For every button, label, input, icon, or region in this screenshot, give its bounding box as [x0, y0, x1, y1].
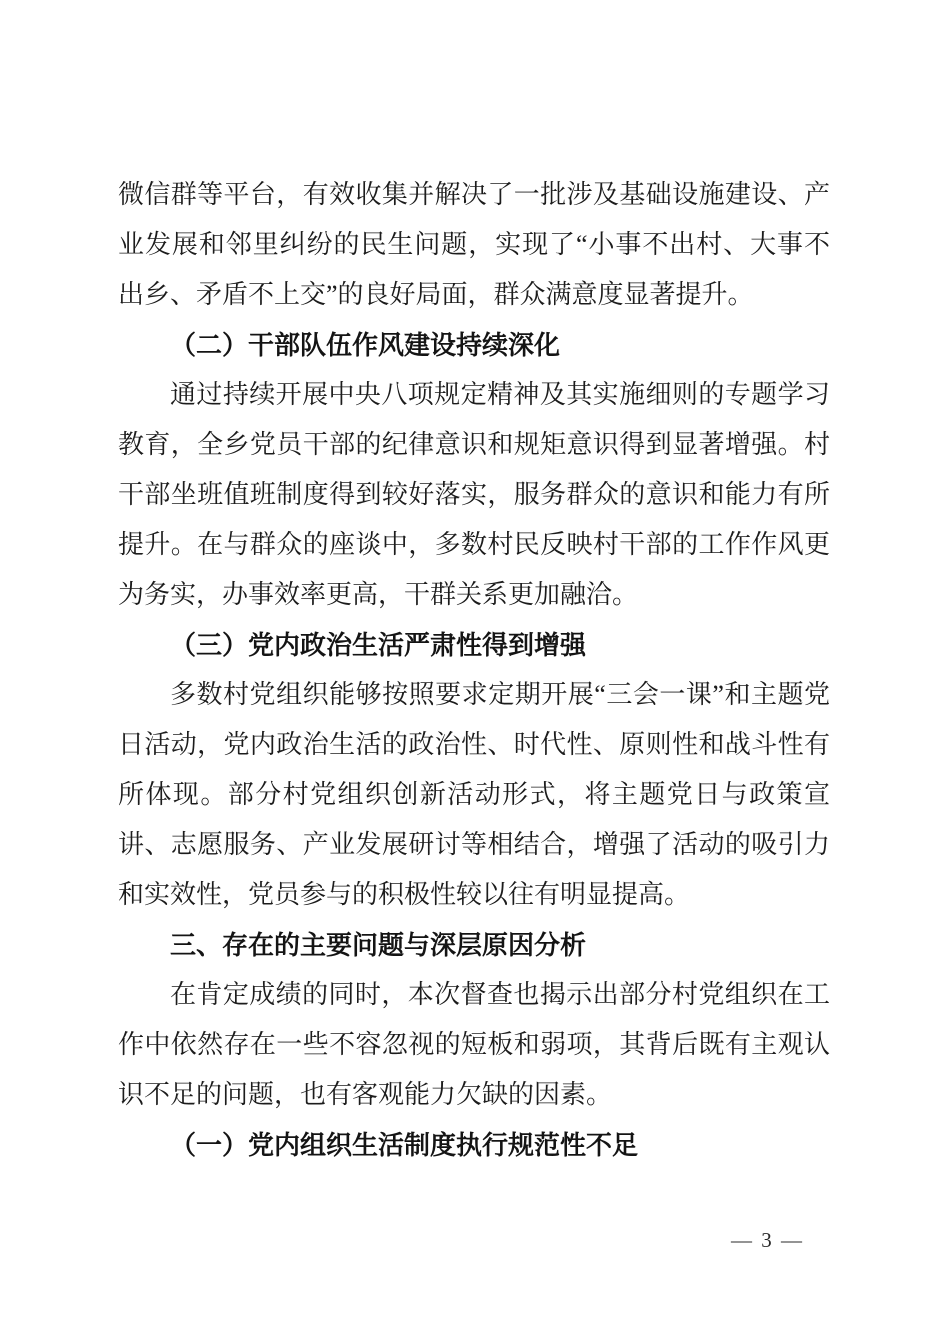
- paragraph: 在肯定成绩的同时，本次督查也揭示出部分村党组织在工作中依然存在一些不容忽视的短板和弱项，其背后既有主观认识不足的问题，也有客观能力欠缺的因素。: [118, 980, 830, 1109]
- paragraph-continued: 微信群等平台，有效收集并解决了一批涉及基础设施建设、产业发展和邻里纠纷的民生问题，实现了“小事不出村、大事不出乡、矛盾不上交”的良好局面，群众满意度显著提升。: [118, 180, 830, 309]
- document-body: [118, 170, 830, 1170]
- page-number: — 3 —: [731, 1228, 804, 1252]
- section-heading-1: （一）党内组织生活制度执行规范性不足: [170, 1130, 639, 1160]
- section-heading-2: （二）干部队伍作风建设持续深化: [170, 330, 561, 360]
- paragraph: 通过持续开展中央八项规定精神及其实施细则的专题学习教育，全乡党员干部的纪律意识和规矩意识得到显著增强。村干部坐班值班制度得到较好落实，服务群众的意识和能力有所提升。在与群众的座谈中，多数村民反映村干部的工作作风更为务实，办事效率更高，干群关系更加融洽。: [118, 380, 830, 609]
- chapter-heading-3: 三、存在的主要问题与深层原因分析: [170, 930, 587, 960]
- section-heading-3: （三）党内政治生活严肃性得到增强: [170, 630, 587, 660]
- paragraph: 多数村党组织能够按照要求定期开展“三会一课”和主题党日活动，党内政治生活的政治性、时代性、原则性和战斗性有所体现。部分村党组织创新活动形式，将主题党日与政策宣讲、志愿服务、产业发展研讨等相结合，增强了活动的吸引力和实效性，党员参与的积极性较以往有明显提高。: [118, 680, 830, 909]
